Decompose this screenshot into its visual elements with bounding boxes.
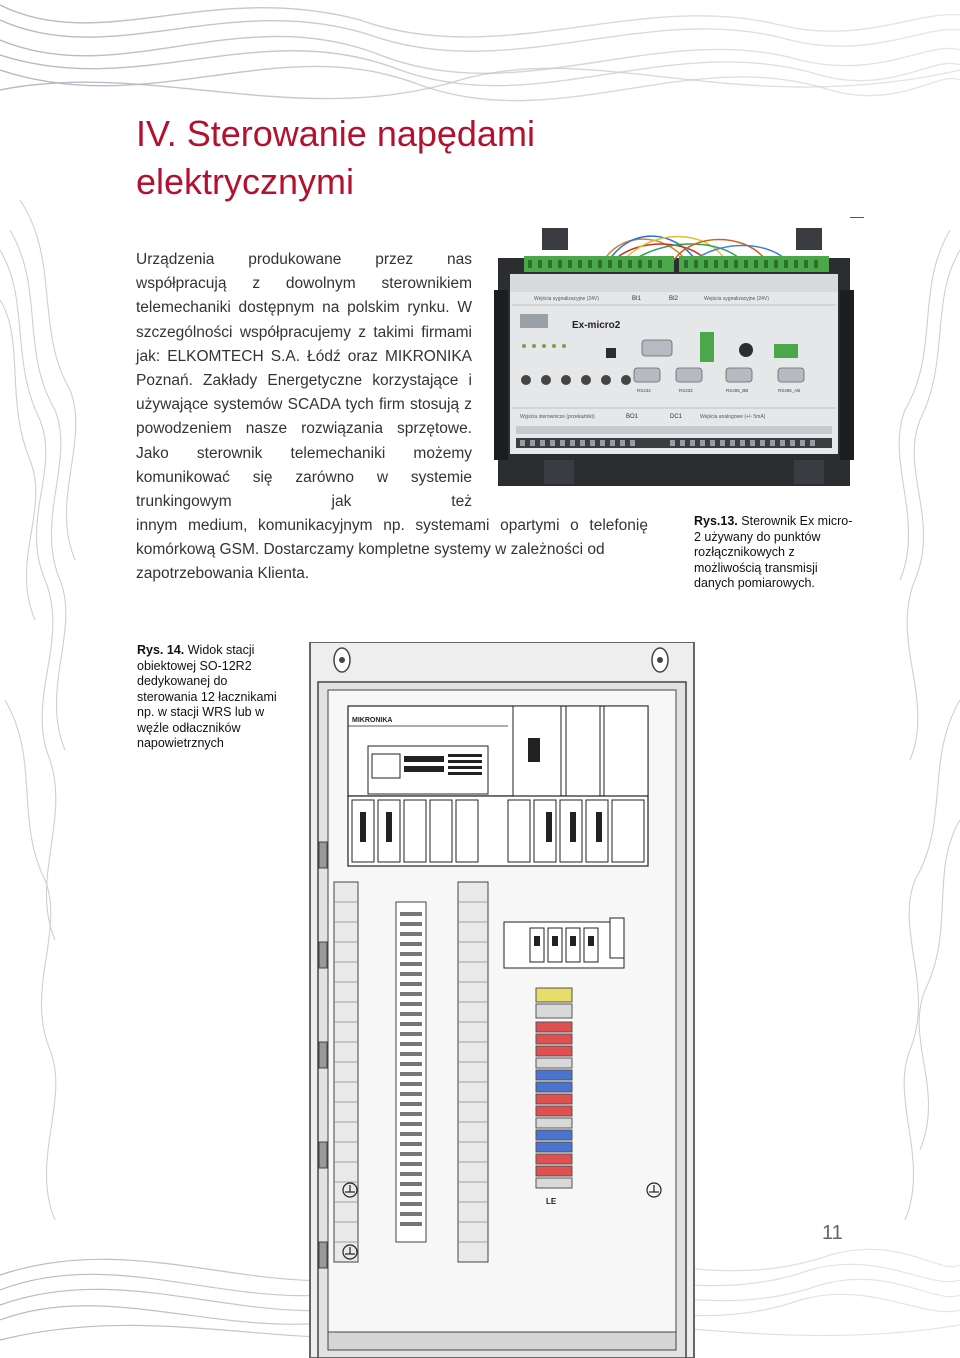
- ex-micro2-controller-photo: [494, 220, 854, 490]
- figure-13-label: Rys.13.: [694, 514, 738, 528]
- page-number: 11: [822, 1222, 843, 1244]
- panel-bottom-dc1-label: DC1: [670, 414, 683, 420]
- figure-14-caption-text: Widok stacji obiektowej SO-12R2 dedykowanej do sterowania 12 łacznikami np. w stacji WRS lub w węźle odłaczników napowietrznych: [137, 643, 277, 750]
- body-paragraph-2-text: innym medium, komunikacyjnym np. systemami opartymi o telefonię komórkową GSM. Dostarczamy kompletne systemy w zależności od: [136, 517, 648, 559]
- body-paragraph-2-last-line: zapotrzebowania Klienta.: [136, 565, 310, 583]
- so-12r2-station-photo: [308, 642, 696, 1358]
- port-label-3: RS485_BB: [726, 388, 749, 393]
- panel-top-right-label: Wejścia sygnalizacyjne (24V): [704, 296, 769, 302]
- panel-bottom-bo1-label: BO1: [626, 414, 639, 420]
- figure-14-label: Rys. 14.: [137, 643, 185, 657]
- figure-13-caption: [694, 514, 854, 592]
- figure-13-caption-text: Sterownik Ex micro-2 używany do punktów rozłącznikowych z możliwością transmisji danych pomiarowych.: [694, 514, 853, 590]
- port-label-4: RS485_AB: [778, 388, 801, 393]
- panel-bottom-right-label: Wejścia analogowe (+/- 5mA): [700, 414, 766, 420]
- body-paragraph-1: Urządzenia produkowane przez nas współpracują z dowolnym sterownikiem telemechaniki dostępnym na polskim rynku. W szczególności współpracujemy z takimi firmami jak: ELKOMTECH S.A. Łódź oraz MIKRONIKA Poznań. Zakłady Energetyczne korzystające i używające systemów SCADA tych firm stosują z powodzeniem nasze rozwiązania sprzętowe. Jako sterownik telemechaniki możemy komunikować się zarówno w systemie trunkingowym jak też: [136, 251, 472, 511]
- cabinet-brand-label: MIKRONIKA: [352, 717, 393, 724]
- figure-14-caption: [137, 643, 287, 752]
- corner-mark: [850, 217, 864, 218]
- terminal-strip-label: LE: [546, 1197, 557, 1206]
- panel-top-left-label: Wejścia sygnalizacyjne (24V): [534, 296, 599, 302]
- port-label-2: RS232: [679, 388, 693, 393]
- port-label-1: RS232: [637, 388, 651, 393]
- body-paragraph-2: [136, 514, 648, 587]
- panel-top-bi1-label: BI1: [632, 296, 642, 302]
- device-model-label: Ex-micro2: [572, 320, 621, 331]
- panel-top-bi2-label: BI2: [669, 296, 679, 302]
- page-title: IV. Sterowanie napędami elektrycznymi: [136, 113, 535, 202]
- panel-bottom-left-label: Wyjścia sterownicze (przekaźniki): [520, 414, 595, 420]
